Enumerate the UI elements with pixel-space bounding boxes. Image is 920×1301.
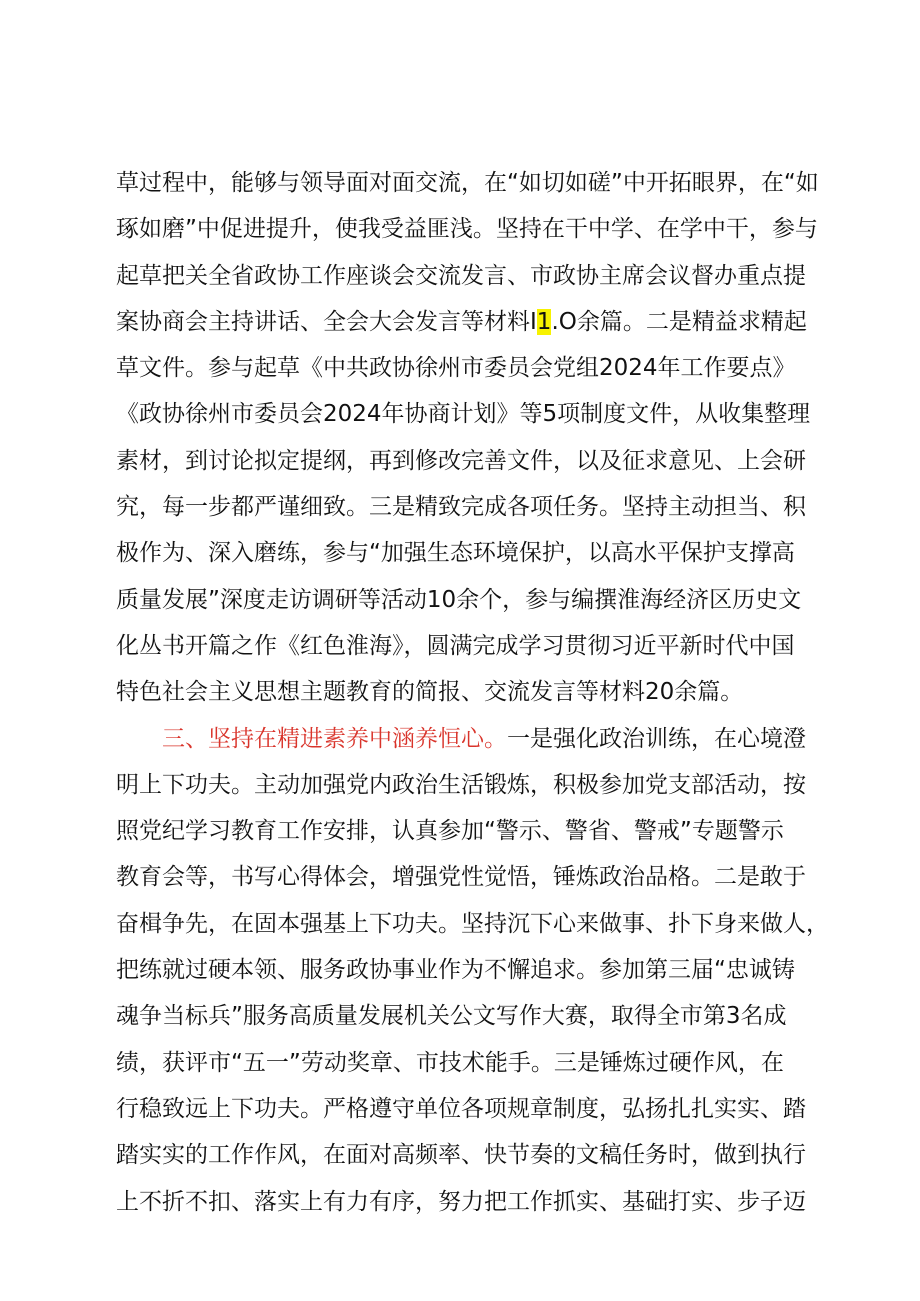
- paragraph-line-text: 案协商会主持讲话、全会大会发言等材料: [116, 308, 530, 335]
- paragraph-line: 绩，获评市“五一”劳动奖章、市技术能手。三是锤炼过硬作风，在: [116, 1049, 784, 1076]
- paragraph-line: 草文件。参与起草《中共政协徐州市委员会党组2024年工作要点》: [116, 355, 796, 382]
- paragraph-line: 极作为、深入磨练，参与“加强生态环境保护，以高水平保护支撑高: [116, 540, 795, 567]
- paragraph-line: 照党纪学习教育工作安排，认真参加“警示、警省、警戒”专题警示: [116, 818, 784, 845]
- paragraph-line-text: .O余篇。二是精益求精起: [551, 308, 807, 335]
- paragraph-line: 化丛书开篇之作《红色淮海》，圆满完成学习贯彻习近平新时代中国: [116, 632, 795, 659]
- paragraph-line: 把练就过硬本领、服务政协事业作为不懈追求。参加第三届“忠诚铸: [116, 957, 795, 984]
- paragraph-line: 究，每一步都严谨细致。三是精致完成各项任务。坚持主动担当、积: [116, 494, 806, 521]
- paragraph-line-text: 一是强化政治训练，在心境澄: [507, 725, 806, 752]
- paragraph-line: 特色社会主义思想主题教育的简报、交流发言等材料20余篇。: [116, 679, 744, 706]
- paragraph-line-with-highlight: [116, 299, 806, 345]
- paragraph-line: 教育会等，书写心得体会，增强党性觉悟，锤炼政治品格。二是敢于: [116, 864, 806, 891]
- paragraph-line: 上不折不扣、落实上有力有序，努力把工作抓实、基础打实、步子迈: [116, 1188, 806, 1215]
- paragraph-line: 《政协徐州市委员会2024年协商计划》等5项制度文件，从收集整理: [116, 401, 811, 428]
- paragraph-line: 魂争当标兵”服务高质量发展机关公文写作大赛，取得全市第3名成: [116, 1003, 787, 1030]
- paragraph-line: 素材，到讨论拟定提纲，再到修改完善文件，以及征求意见、上会研: [116, 447, 806, 474]
- highlighted-text: 1: [536, 308, 552, 335]
- paragraph-line: 起草把关全省政协工作座谈会交流发言、市政协主席会议督办重点提: [116, 262, 806, 289]
- paragraph-line: 踏实实的工作作风，在面对高频率、快节奏的文稿任务时，做到执行: [116, 1142, 806, 1169]
- document-body: [116, 160, 829, 1225]
- paragraph-line: 明上下功夫。主动加强党内政治生活锻炼，积极参加党支部活动，按: [116, 771, 806, 798]
- paragraph-line: 草过程中，能够与领导面对面交流，在“如切如磋”中开拓眼界，在“如: [116, 170, 819, 196]
- section-heading: 三、坚持在精进素养中涵养恒心。: [162, 725, 507, 752]
- paragraph-line: 行稳致远上下功夫。严格遵守单位各项规章制度，弘扬扎扎实实、踏: [116, 1095, 806, 1122]
- ocr-char: I: [530, 308, 537, 335]
- paragraph-line: 质量发展”深度走访调研等活动10余个，参与编撰淮海经济区历史文: [116, 586, 802, 613]
- paragraph-line: 琢如磨”中促进提升，使我受益匪浅。坚持在干中学、在学中干，参与: [116, 216, 818, 243]
- paragraph-line: 奋楫争先，在固本强基上下功夫。坚持沉下心来做事、扑下身来做人，: [116, 910, 829, 937]
- section-3-first-line: [116, 716, 806, 762]
